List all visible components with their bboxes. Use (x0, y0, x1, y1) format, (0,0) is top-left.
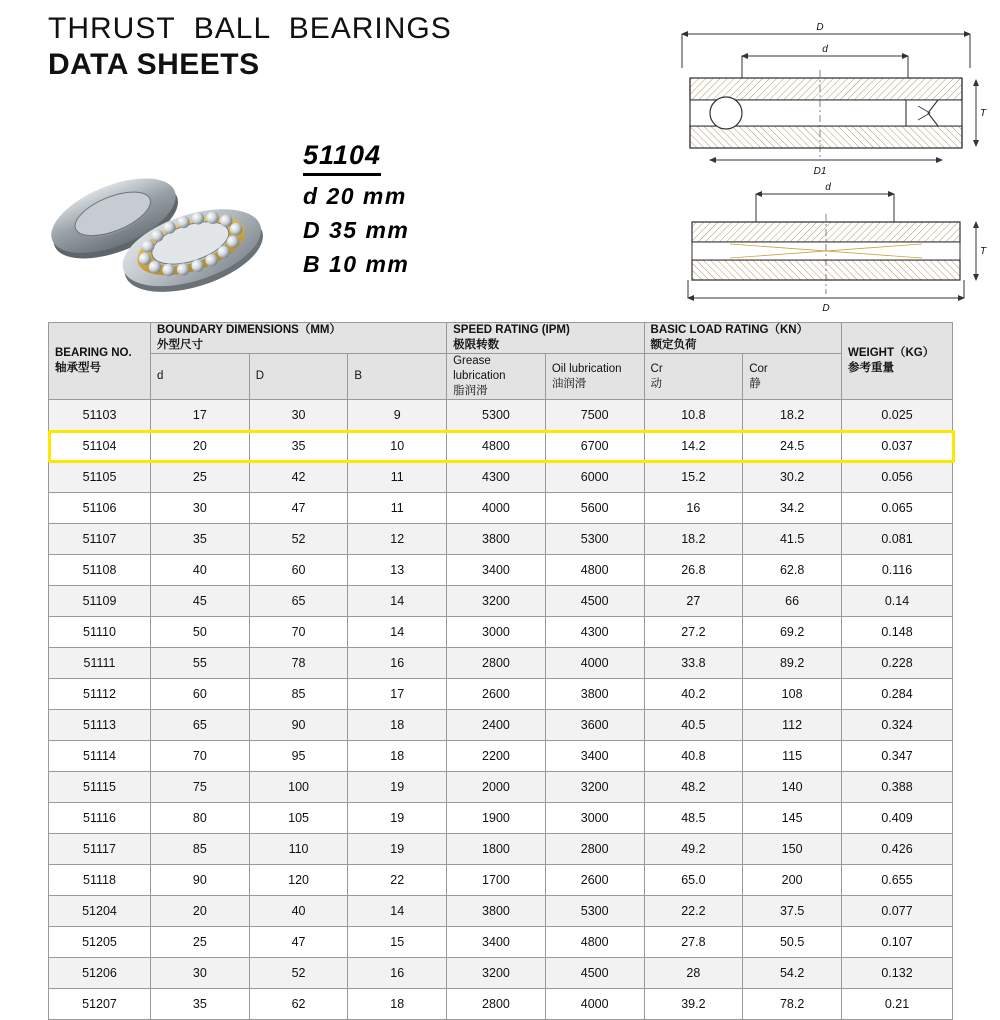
table-cell: 0.655 (842, 865, 953, 896)
table-cell: 0.132 (842, 958, 953, 989)
table-cell: 2000 (447, 772, 546, 803)
table-cell: 80 (151, 803, 250, 834)
table-cell: 4000 (545, 989, 644, 1020)
bearing-photo (40, 150, 300, 300)
table-cell: 105 (249, 803, 348, 834)
table-cell: 0.065 (842, 493, 953, 524)
table-row[interactable] (49, 400, 953, 431)
table-cell: 6700 (545, 431, 644, 462)
table-row[interactable] (49, 834, 953, 865)
cell-bearing-no: 51113 (49, 710, 151, 741)
table-cell: 78 (249, 648, 348, 679)
table-cell: 75 (151, 772, 250, 803)
table-cell: 120 (249, 865, 348, 896)
table-cell: 3800 (545, 679, 644, 710)
table-cell: 3400 (447, 555, 546, 586)
cell-bearing-no: 51207 (49, 989, 151, 1020)
svg-text:D: D (822, 303, 830, 313)
table-cell: 11 (348, 462, 447, 493)
table-cell: 69.2 (743, 617, 842, 648)
table-cell: 48.5 (644, 803, 743, 834)
svg-text:d: d (825, 182, 831, 193)
table-cell: 70 (151, 741, 250, 772)
table-cell: 3200 (447, 586, 546, 617)
table-cell: 27 (644, 586, 743, 617)
table-cell: 2800 (447, 648, 546, 679)
table-cell: 66 (743, 586, 842, 617)
cell-bearing-no: 51110 (49, 617, 151, 648)
cell-bearing-no: 51111 (49, 648, 151, 679)
table-cell: 0.409 (842, 803, 953, 834)
table-cell: 13 (348, 555, 447, 586)
table-cell: 0.284 (842, 679, 953, 710)
table-cell: 25 (151, 927, 250, 958)
table-cell: 40 (151, 555, 250, 586)
table-cell: 16 (348, 648, 447, 679)
bearing-data-table-wrapper (48, 322, 953, 1020)
cell-bearing-no: 51104 (49, 431, 151, 462)
table-cell: 25 (151, 462, 250, 493)
table-cell: 60 (151, 679, 250, 710)
table-cell: 0.14 (842, 586, 953, 617)
table-cell: 3000 (447, 617, 546, 648)
table-cell: 18 (348, 741, 447, 772)
cell-bearing-no: 51103 (49, 400, 151, 431)
header-sub-cr: Cr 动 (644, 354, 743, 400)
table-cell: 40.5 (644, 710, 743, 741)
table-cell: 15 (348, 927, 447, 958)
table-cell: 7500 (545, 400, 644, 431)
header-boundary-dimensions: BOUNDARY DIMENSIONS（MM） 外型尺寸 (151, 323, 447, 354)
header-sub-B: B (348, 354, 447, 400)
table-cell: 85 (249, 679, 348, 710)
table-cell: 150 (743, 834, 842, 865)
table-cell: 145 (743, 803, 842, 834)
table-cell: 30 (151, 493, 250, 524)
cell-bearing-no: 51108 (49, 555, 151, 586)
table-cell: 40.2 (644, 679, 743, 710)
table-cell: 18.2 (743, 400, 842, 431)
cell-bearing-no: 51116 (49, 803, 151, 834)
table-cell: 3200 (545, 772, 644, 803)
header-bearing-no: BEARING NO. 轴承型号 (49, 323, 151, 400)
table-cell: 2600 (447, 679, 546, 710)
table-cell: 17 (348, 679, 447, 710)
table-cell: 3600 (545, 710, 644, 741)
table-cell: 33.8 (644, 648, 743, 679)
table-cell: 0.077 (842, 896, 953, 927)
table-row[interactable] (49, 896, 953, 927)
table-row[interactable] (49, 710, 953, 741)
table-cell: 115 (743, 741, 842, 772)
table-cell: 12 (348, 524, 447, 555)
table-cell: 1800 (447, 834, 546, 865)
table-row[interactable] (49, 772, 953, 803)
svg-text:T: T (979, 246, 987, 257)
table-cell: 14 (348, 896, 447, 927)
table-cell: 90 (249, 710, 348, 741)
table-cell: 20 (151, 896, 250, 927)
table-cell: 70 (249, 617, 348, 648)
cell-bearing-no: 51107 (49, 524, 151, 555)
table-cell: 85 (151, 834, 250, 865)
table-cell: 4500 (545, 586, 644, 617)
table-cell: 30 (249, 400, 348, 431)
table-cell: 37.5 (743, 896, 842, 927)
table-cell: 0.037 (842, 431, 953, 462)
table-cell: 2400 (447, 710, 546, 741)
table-cell: 140 (743, 772, 842, 803)
table-cell: 3200 (447, 958, 546, 989)
table-cell: 95 (249, 741, 348, 772)
table-cell: 3800 (447, 896, 546, 927)
table-cell: 4300 (545, 617, 644, 648)
svg-text:D: D (816, 22, 824, 33)
table-cell: 5600 (545, 493, 644, 524)
table-cell: 62 (249, 989, 348, 1020)
table-cell: 0.228 (842, 648, 953, 679)
table-cell: 18.2 (644, 524, 743, 555)
table-row[interactable] (49, 431, 953, 462)
table-cell: 4000 (545, 648, 644, 679)
table-cell: 15.2 (644, 462, 743, 493)
svg-text:T: T (979, 108, 987, 119)
table-row[interactable] (49, 524, 953, 555)
table-cell: 14.2 (644, 431, 743, 462)
table-cell: 10 (348, 431, 447, 462)
table-cell: 4000 (447, 493, 546, 524)
bearing-data-table (48, 322, 953, 1020)
table-cell: 22.2 (644, 896, 743, 927)
cell-bearing-no: 51105 (49, 462, 151, 493)
technical-drawings (670, 8, 990, 313)
cell-bearing-no: 51204 (49, 896, 151, 927)
table-cell: 19 (348, 834, 447, 865)
table-header-row-sub (49, 354, 953, 400)
table-cell: 35 (151, 524, 250, 555)
header-sub-cor: Cor 静 (743, 354, 842, 400)
table-cell: 40 (249, 896, 348, 927)
table-cell: 0.426 (842, 834, 953, 865)
table-row[interactable] (49, 958, 953, 989)
svg-text:d: d (822, 44, 828, 55)
table-head (49, 323, 953, 400)
table-cell: 3400 (447, 927, 546, 958)
table-cell: 14 (348, 586, 447, 617)
header-sub-d: d (151, 354, 250, 400)
table-cell: 0.025 (842, 400, 953, 431)
table-cell: 45 (151, 586, 250, 617)
table-cell: 50.5 (743, 927, 842, 958)
table-cell: 90 (151, 865, 250, 896)
cell-bearing-no: 51114 (49, 741, 151, 772)
table-cell: 0.148 (842, 617, 953, 648)
table-row[interactable] (49, 493, 953, 524)
table-cell: 34.2 (743, 493, 842, 524)
table-cell: 0.21 (842, 989, 953, 1020)
table-cell: 0.324 (842, 710, 953, 741)
table-cell: 5300 (545, 896, 644, 927)
page-header (48, 12, 668, 82)
table-cell: 65 (151, 710, 250, 741)
table-row[interactable] (49, 617, 953, 648)
table-cell: 16 (348, 958, 447, 989)
spec-bore-d: d 20 mm (303, 183, 407, 209)
table-cell: 52 (249, 958, 348, 989)
table-cell: 5300 (447, 400, 546, 431)
table-cell: 110 (249, 834, 348, 865)
header-sub-oil-lubrication: Oil lubrication 油润滑 (545, 354, 644, 400)
table-cell: 89.2 (743, 648, 842, 679)
table-cell: 3400 (545, 741, 644, 772)
table-cell: 9 (348, 400, 447, 431)
table-cell: 4300 (447, 462, 546, 493)
table-cell: 48.2 (644, 772, 743, 803)
table-cell: 14 (348, 617, 447, 648)
table-row[interactable] (49, 586, 953, 617)
table-cell: 39.2 (644, 989, 743, 1020)
cross-section-drawings (670, 8, 990, 313)
table-cell: 28 (644, 958, 743, 989)
table-row[interactable] (49, 648, 953, 679)
header-speed-rating: SPEED RATING (IPM) 极限转数 (447, 323, 644, 354)
cell-bearing-no: 51115 (49, 772, 151, 803)
cell-bearing-no: 51206 (49, 958, 151, 989)
page-title-line2: DATA SHEETS (48, 48, 260, 81)
header-basic-load-rating: BASIC LOAD RATING（KN） 额定负荷 (644, 323, 841, 354)
table-cell: 47 (249, 927, 348, 958)
table-cell: 0.388 (842, 772, 953, 803)
table-cell: 65 (249, 586, 348, 617)
table-cell: 1900 (447, 803, 546, 834)
table-cell: 11 (348, 493, 447, 524)
table-cell: 24.5 (743, 431, 842, 462)
table-cell: 54.2 (743, 958, 842, 989)
table-cell: 2800 (447, 989, 546, 1020)
cell-bearing-no: 51117 (49, 834, 151, 865)
table-cell: 19 (348, 772, 447, 803)
table-cell: 100 (249, 772, 348, 803)
table-cell: 27.8 (644, 927, 743, 958)
table-cell: 4500 (545, 958, 644, 989)
cell-bearing-no: 51109 (49, 586, 151, 617)
table-cell: 0.347 (842, 741, 953, 772)
table-cell: 62.8 (743, 555, 842, 586)
table-cell: 16 (644, 493, 743, 524)
table-row[interactable] (49, 555, 953, 586)
table-cell: 18 (348, 710, 447, 741)
cell-bearing-no: 51205 (49, 927, 151, 958)
table-body (49, 400, 953, 1020)
table-cell: 2800 (545, 834, 644, 865)
table-cell: 20 (151, 431, 250, 462)
table-cell: 3000 (545, 803, 644, 834)
table-cell: 4800 (447, 431, 546, 462)
table-cell: 40.8 (644, 741, 743, 772)
spec-outer-D: D 35 mm (303, 217, 410, 243)
table-cell: 10.8 (644, 400, 743, 431)
table-cell: 26.8 (644, 555, 743, 586)
table-cell: 55 (151, 648, 250, 679)
table-cell: 22 (348, 865, 447, 896)
table-cell: 108 (743, 679, 842, 710)
spec-model: 51104 (303, 140, 381, 176)
table-cell: 0.107 (842, 927, 953, 958)
table-cell: 50 (151, 617, 250, 648)
table-row[interactable] (49, 679, 953, 710)
header-sub-grease-lubrication: Grease lubrication 脂润滑 (447, 354, 546, 400)
table-header-row-group (49, 323, 953, 354)
table-row[interactable] (49, 803, 953, 834)
table-cell: 2200 (447, 741, 546, 772)
table-cell: 41.5 (743, 524, 842, 555)
table-cell: 65.0 (644, 865, 743, 896)
svg-text:D1: D1 (813, 166, 827, 177)
table-cell: 1700 (447, 865, 546, 896)
table-cell: 27.2 (644, 617, 743, 648)
table-cell: 19 (348, 803, 447, 834)
table-cell: 35 (249, 431, 348, 462)
page-title-line1: THRUST BALL BEARINGS (48, 12, 452, 45)
table-cell: 30 (151, 958, 250, 989)
bearing-photo-illustration (40, 150, 300, 300)
table-row[interactable] (49, 741, 953, 772)
spec-block (303, 140, 409, 278)
table-row[interactable] (49, 462, 953, 493)
header-sub-D: D (249, 354, 348, 400)
table-cell: 0.081 (842, 524, 953, 555)
table-cell: 49.2 (644, 834, 743, 865)
table-cell: 0.056 (842, 462, 953, 493)
table-cell: 17 (151, 400, 250, 431)
table-cell: 2600 (545, 865, 644, 896)
table-cell: 60 (249, 555, 348, 586)
cell-bearing-no: 51118 (49, 865, 151, 896)
table-cell: 42 (249, 462, 348, 493)
table-cell: 3800 (447, 524, 546, 555)
spec-width-B: B 10 mm (303, 251, 410, 277)
cell-bearing-no: 51112 (49, 679, 151, 710)
table-cell: 4800 (545, 927, 644, 958)
table-cell: 6000 (545, 462, 644, 493)
header-weight: WEIGHT（KG） 参考重量 (842, 323, 953, 400)
table-cell: 18 (348, 989, 447, 1020)
table-cell: 35 (151, 989, 250, 1020)
table-cell: 47 (249, 493, 348, 524)
table-row[interactable] (49, 989, 953, 1020)
table-cell: 30.2 (743, 462, 842, 493)
table-cell: 112 (743, 710, 842, 741)
table-cell: 5300 (545, 524, 644, 555)
table-cell: 4800 (545, 555, 644, 586)
table-cell: 0.116 (842, 555, 953, 586)
table-cell: 200 (743, 865, 842, 896)
table-row[interactable] (49, 927, 953, 958)
table-cell: 78.2 (743, 989, 842, 1020)
cell-bearing-no: 51106 (49, 493, 151, 524)
table-cell: 52 (249, 524, 348, 555)
table-row[interactable] (49, 865, 953, 896)
